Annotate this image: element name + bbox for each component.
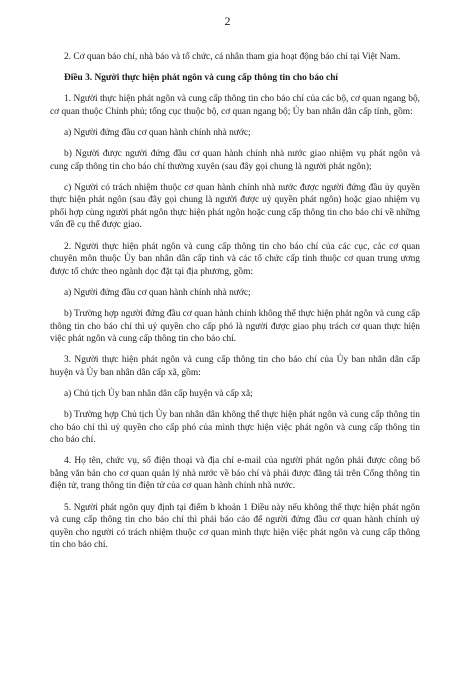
document-body (50, 51, 420, 560)
paragraph-clause-4: 4. Họ tên, chức vụ, số điện thoại và địa chỉ e-mail của người phát ngôn phải được công bố bằng văn bản cho cơ quan quản lý nhà nước về báo chí và phải được đăng tải trên Cổng thông tin điện tử, trang thông tin điện tử của cơ quan hành chính nhà nước. (50, 456, 420, 492)
paragraph-3a: a) Chủ tịch Ủy ban nhân dân cấp huyện và cấp xã; (64, 388, 253, 399)
paragraph-clause-1: 1. Người thực hiện phát ngôn và cung cấp thông tin cho báo chí của các bộ, cơ quan ngang bộ, cơ quan thuộc Chính phủ; tổng cục thuộc bộ, cơ quan ngang bộ; Ủy ban nhân dân cấp tỉnh, gồm: (50, 94, 420, 117)
paragraph-1c: c) Người có trách nhiệm thuộc cơ quan hành chính nhà nước được người đứng đầu ủy quyền thực hiện phát ngôn (sau đây gọi chung là người được uỷ quyền phát ngôn) hoặc giao nhiệm vụ phối hợp cùng người phát ngôn thực hiện phát ngôn hoặc cung cấp thông tin cho báo chí về những vấn đề cụ thể được giao. (50, 182, 420, 231)
paragraph-2b: b) Trường hợp người đứng đầu cơ quan hành chính không thể thực hiện phát ngôn và cung cấp thông tin cho báo chí thì uỷ quyền cho cấp phó là người được giao phụ trách cơ quan thực hiện việc phát ngôn và cung cấp thông tin cho báo chí. (50, 308, 420, 345)
paragraph-3b: b) Trường hợp Chủ tịch Ủy ban nhân dân không thể thực hiện phát ngôn và cung cấp thông tin cho báo chí thì uỷ quyền cho cấp phó của mình thực hiện việc phát ngôn và cung cấp thông tin cho báo chí. (50, 409, 420, 446)
paragraph-2a: a) Người đứng đầu cơ quan hành chính nhà nước; (64, 287, 251, 298)
page-number: 2 (224, 14, 231, 28)
paragraph-clause-3: 3. Người thực hiện phát ngôn và cung cấp thông tin cho báo chí của Ủy ban nhân dân cấp huyện và Ủy ban nhân dân cấp xã, gồm: (50, 355, 420, 378)
article-heading: Điều 3. Người thực hiện phát ngôn và cung cấp thông tin cho báo chí (64, 73, 339, 84)
paragraph-1: 2. Cơ quan báo chí, nhà báo và tổ chức, cá nhân tham gia hoạt động báo chí tại Việt Nam. (64, 52, 401, 62)
paragraph-1a: a) Người đứng đầu cơ quan hành chính nhà nước; (64, 127, 251, 138)
paragraph-clause-5: 5. Người phát ngôn quy định tại điểm b khoản 1 Điều này nếu không thể thực hiện phát ngôn và cung cấp thông tin cho báo chí thì phải báo cáo để người đứng đầu cơ quan hành chính uỷ quyền cho người có trách nhiệm thuộc cơ quan mình thực hiện việc phát ngôn và cung cấp thông tin cho báo chí. (50, 502, 420, 551)
paragraph-1b: b) Người được người đứng đầu cơ quan hành chính nhà nước giao nhiệm vụ phát ngôn và cung cấp thông tin cho báo chí thường xuyên (sau đây gọi chung là người phát ngôn); (50, 148, 420, 172)
paragraph-clause-2: 2. Người thực hiện phát ngôn và cung cấp thông tin cho báo chí của các cục, các cơ quan chuyên môn thuộc Ủy ban nhân dân cấp tỉnh và các tổ chức cấp tỉnh thuộc cơ quan trung ương được tổ chức theo ngành dọc đặt tại địa phương, gồm: (50, 241, 420, 277)
